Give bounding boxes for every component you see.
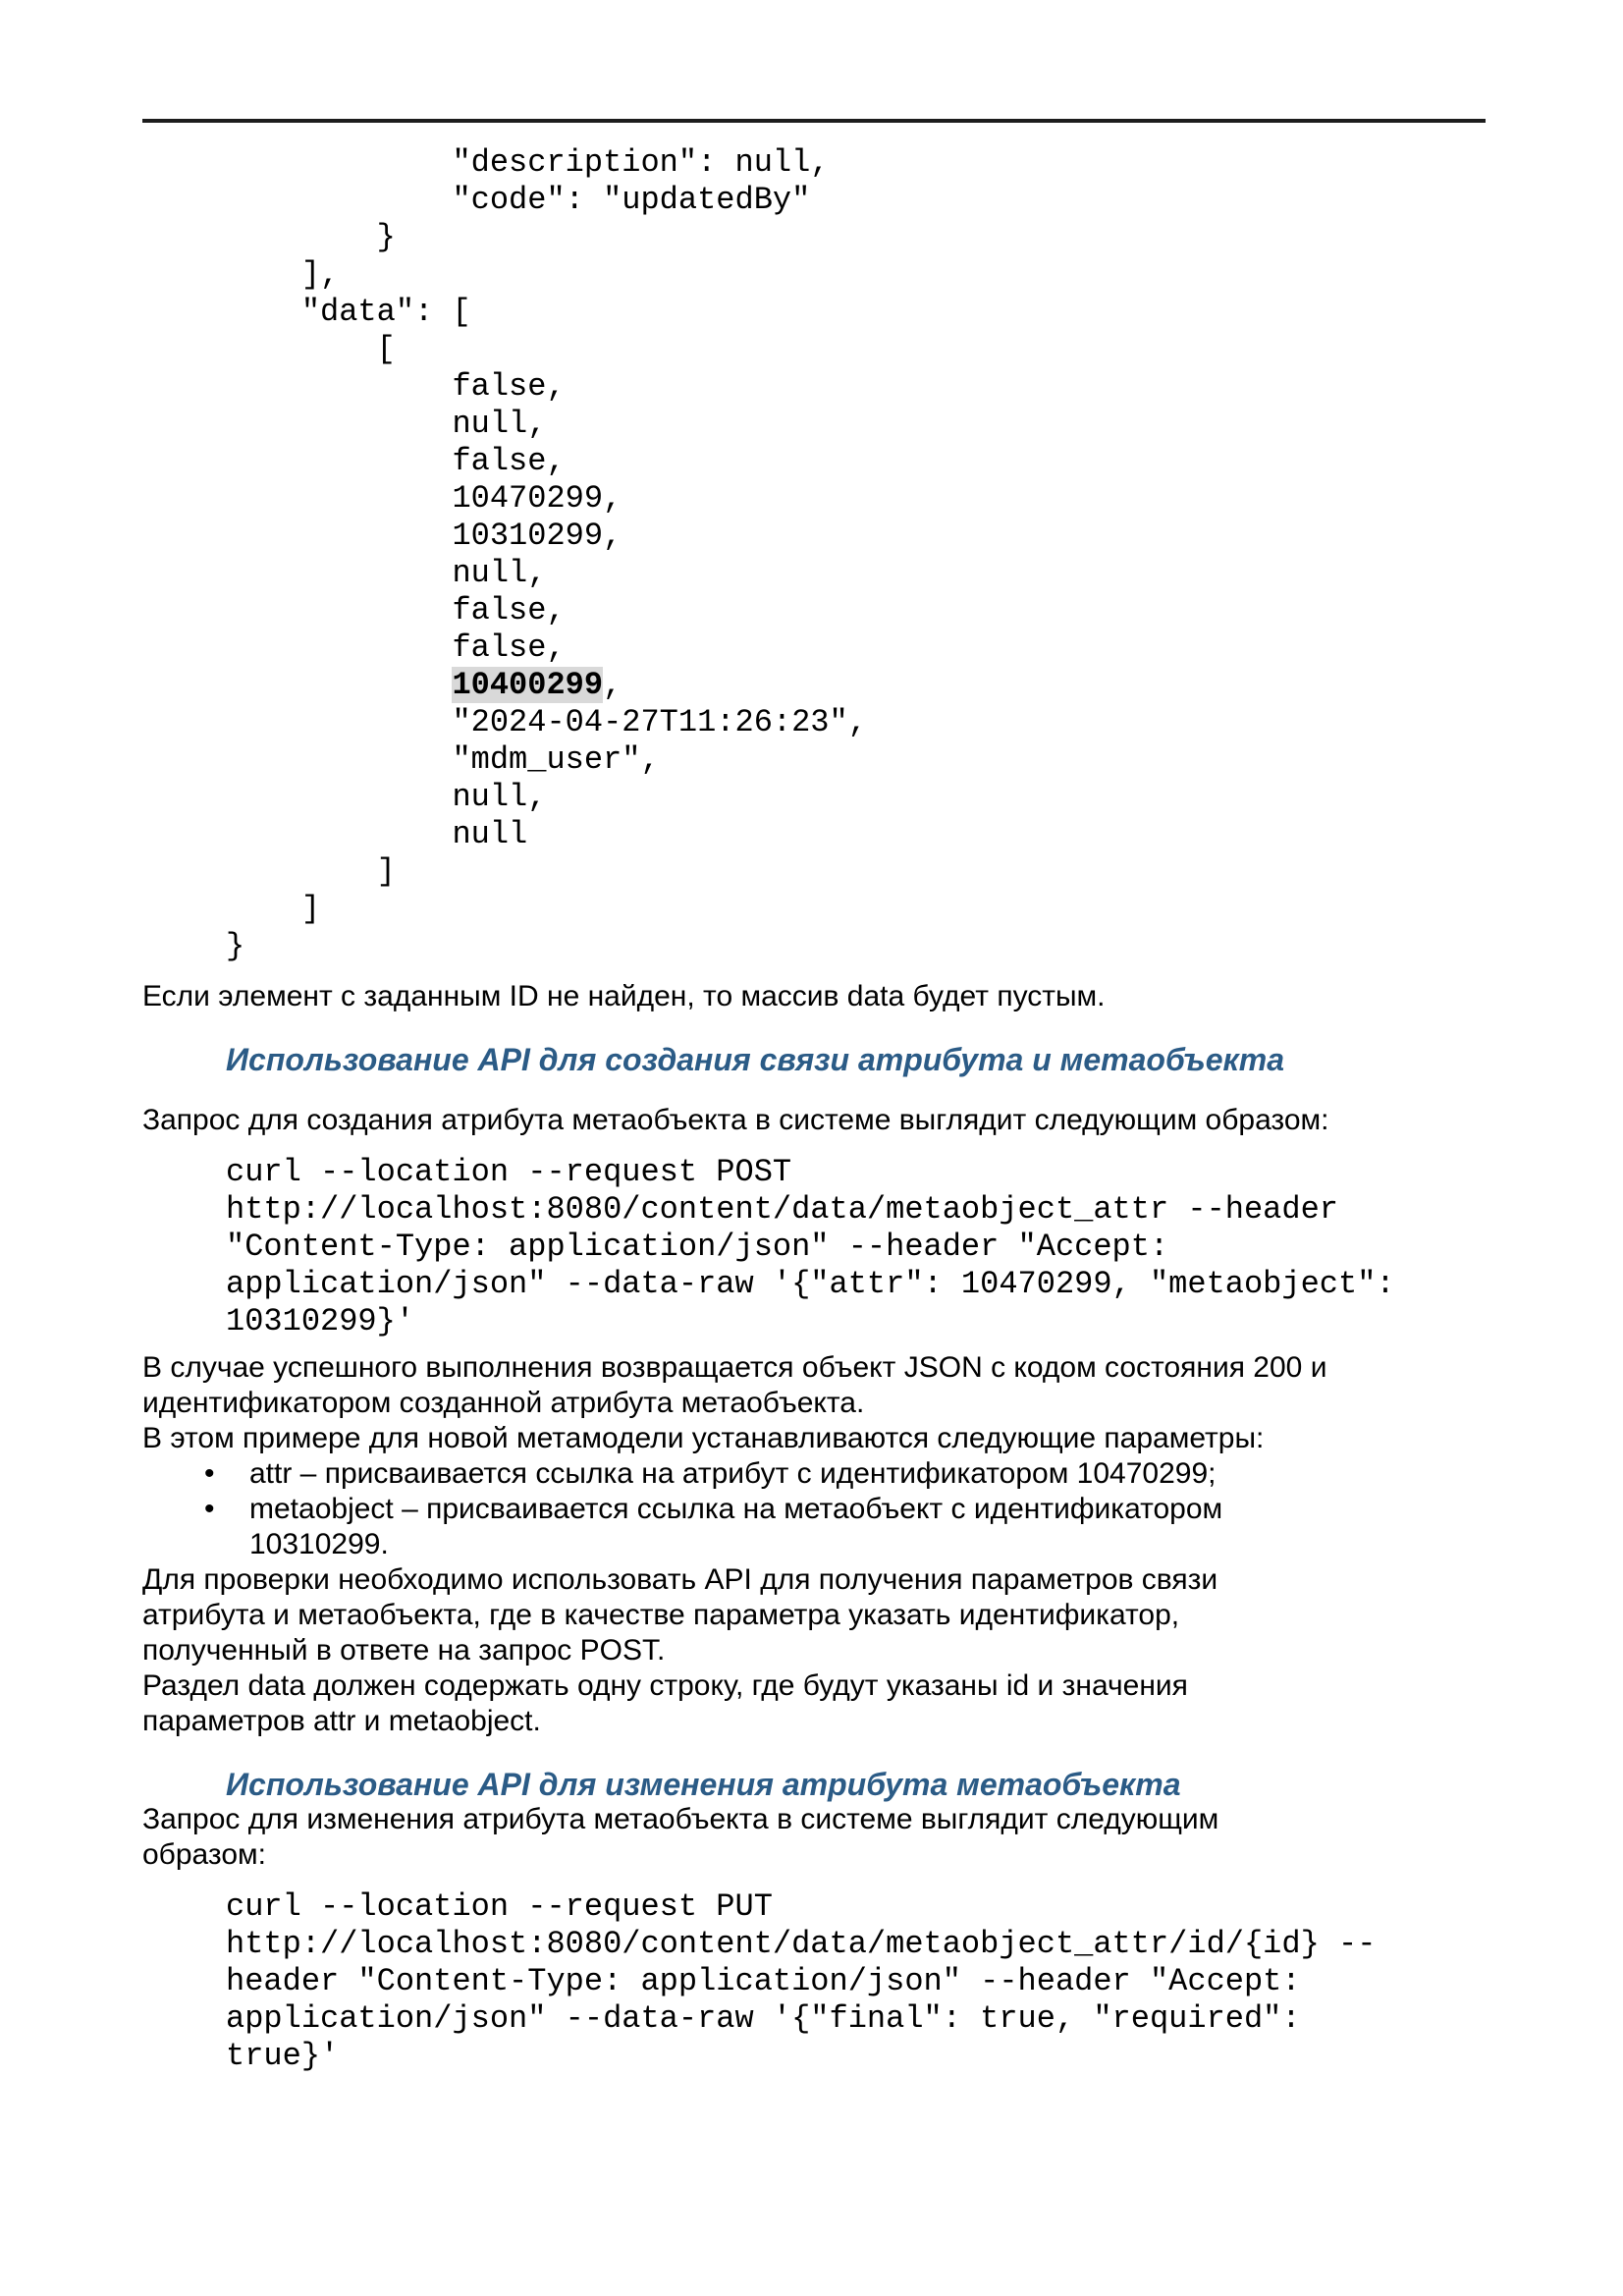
curl-post-code-block <box>142 1154 1486 1340</box>
heading-update-attribute: Использование API для изменения атрибута метаобъекта <box>226 1767 1181 1802</box>
text-line: полученный в ответе на запрос POST. <box>142 1634 666 1667</box>
text-line: В этом примере для новой метамодели устанавливаются следующие параметры: <box>142 1422 1265 1454</box>
text-line: null, <box>226 779 547 815</box>
json-response-code-block <box>142 144 1486 965</box>
para-update-intro <box>142 1802 1486 1873</box>
text-line: "data": [ <box>226 294 471 330</box>
text-line: application/json" --data-raw '{"attr": 10470299, "metaobject": <box>226 1266 1395 1302</box>
text-line: 10470299, <box>226 480 622 517</box>
json-lines-after <box>226 704 1486 965</box>
para-verification <box>142 1562 1486 1739</box>
text-line: 10310299. <box>249 1528 389 1560</box>
text-line: Для проверки необходимо использовать API для получения параметров связи <box>142 1563 1218 1596</box>
highlight-suffix: , <box>603 667 622 703</box>
text-line: false, <box>226 592 566 629</box>
text-line: "Content-Type: application/json" --header "Accept: <box>226 1229 1169 1265</box>
text-line: ] <box>226 891 321 927</box>
text-line: false, <box>226 443 566 479</box>
text-line: http://localhost:8080/content/data/metaobject_attr/id/{id} -- <box>226 1926 1377 1962</box>
para-create-result <box>142 1350 1486 1456</box>
curl-put-code-block <box>142 1888 1486 2075</box>
text-line: 10310299}' <box>226 1303 415 1339</box>
text-line: true}' <box>226 2038 340 2074</box>
text-line: attr – присваивается ссылка на атрибут с идентификатором 10470299; <box>249 1457 1217 1490</box>
text-line: Запрос для изменения атрибута метаобъекта в системе выглядит следующим <box>142 1803 1219 1835</box>
list-item-attr <box>142 1456 1486 1492</box>
header-rule <box>142 119 1486 123</box>
text-line: атрибута и метаобъекта, где в качестве параметра указать идентификатор, <box>142 1599 1180 1631</box>
bullet-icon: • <box>204 1493 215 1525</box>
para-empty-data-note: Если элемент с заданным ID не найден, то массив data будет пустым. <box>142 980 1106 1012</box>
text-line: образом: <box>142 1838 266 1871</box>
bullet-icon: • <box>204 1457 215 1490</box>
text-line: "2024-04-27T11:26:23", <box>226 704 867 740</box>
text-line: [ <box>226 331 396 367</box>
text-line: metaobject – присваивается ссылка на метаобъект с идентификатором <box>249 1493 1223 1525</box>
text-line: false, <box>226 368 566 405</box>
text-line: false, <box>226 629 566 666</box>
text-line: В случае успешного выполнения возвращается объект JSON с кодом состояния 200 и <box>142 1351 1327 1384</box>
para-create-intro: Запрос для создания атрибута метаобъекта в системе выглядит следующим образом: <box>142 1104 1329 1136</box>
list-item-metaobject-text <box>249 1492 1486 1562</box>
params-list <box>142 1456 1486 1562</box>
text-line: "description": null, <box>226 144 830 181</box>
text-line: header "Content-Type: application/json" --header "Accept: <box>226 1963 1301 1999</box>
text-line: curl --location --request PUT <box>226 1888 773 1925</box>
text-line: идентификатором созданной атрибута метаобъекта. <box>142 1387 865 1419</box>
text-line: "mdm_user", <box>226 741 660 778</box>
text-line: ] <box>226 853 396 890</box>
json-lines-before <box>226 144 1486 667</box>
text-line: } <box>226 928 245 964</box>
highlighted-id-value: 10400299 <box>452 667 604 703</box>
heading-create-attribute-link: Использование API для создания связи атрибута и метаобъекта <box>226 1042 1285 1077</box>
text-line: } <box>226 219 396 255</box>
text-line: application/json" --data-raw '{"final": true, "required": <box>226 2000 1301 2037</box>
text-line: curl --location --request POST <box>226 1154 792 1190</box>
text-line: null, <box>226 555 547 591</box>
text-line: null <box>226 816 528 852</box>
highlight-indent <box>226 667 452 703</box>
text-line: http://localhost:8080/content/data/metaobject_attr --header <box>226 1191 1338 1228</box>
text-line: "code": "updatedBy" <box>226 182 811 218</box>
text-line: параметров attr и metaobject. <box>142 1705 541 1737</box>
text-line: Раздел data должен содержать одну строку, где будут указаны id и значения <box>142 1669 1188 1702</box>
code-line-highlighted <box>226 667 1486 704</box>
list-item-metaobject <box>142 1492 1486 1562</box>
text-line: 10310299, <box>226 518 622 554</box>
text-line: ], <box>226 256 340 293</box>
text-line: null, <box>226 406 547 442</box>
list-item-attr-text <box>249 1456 1486 1492</box>
